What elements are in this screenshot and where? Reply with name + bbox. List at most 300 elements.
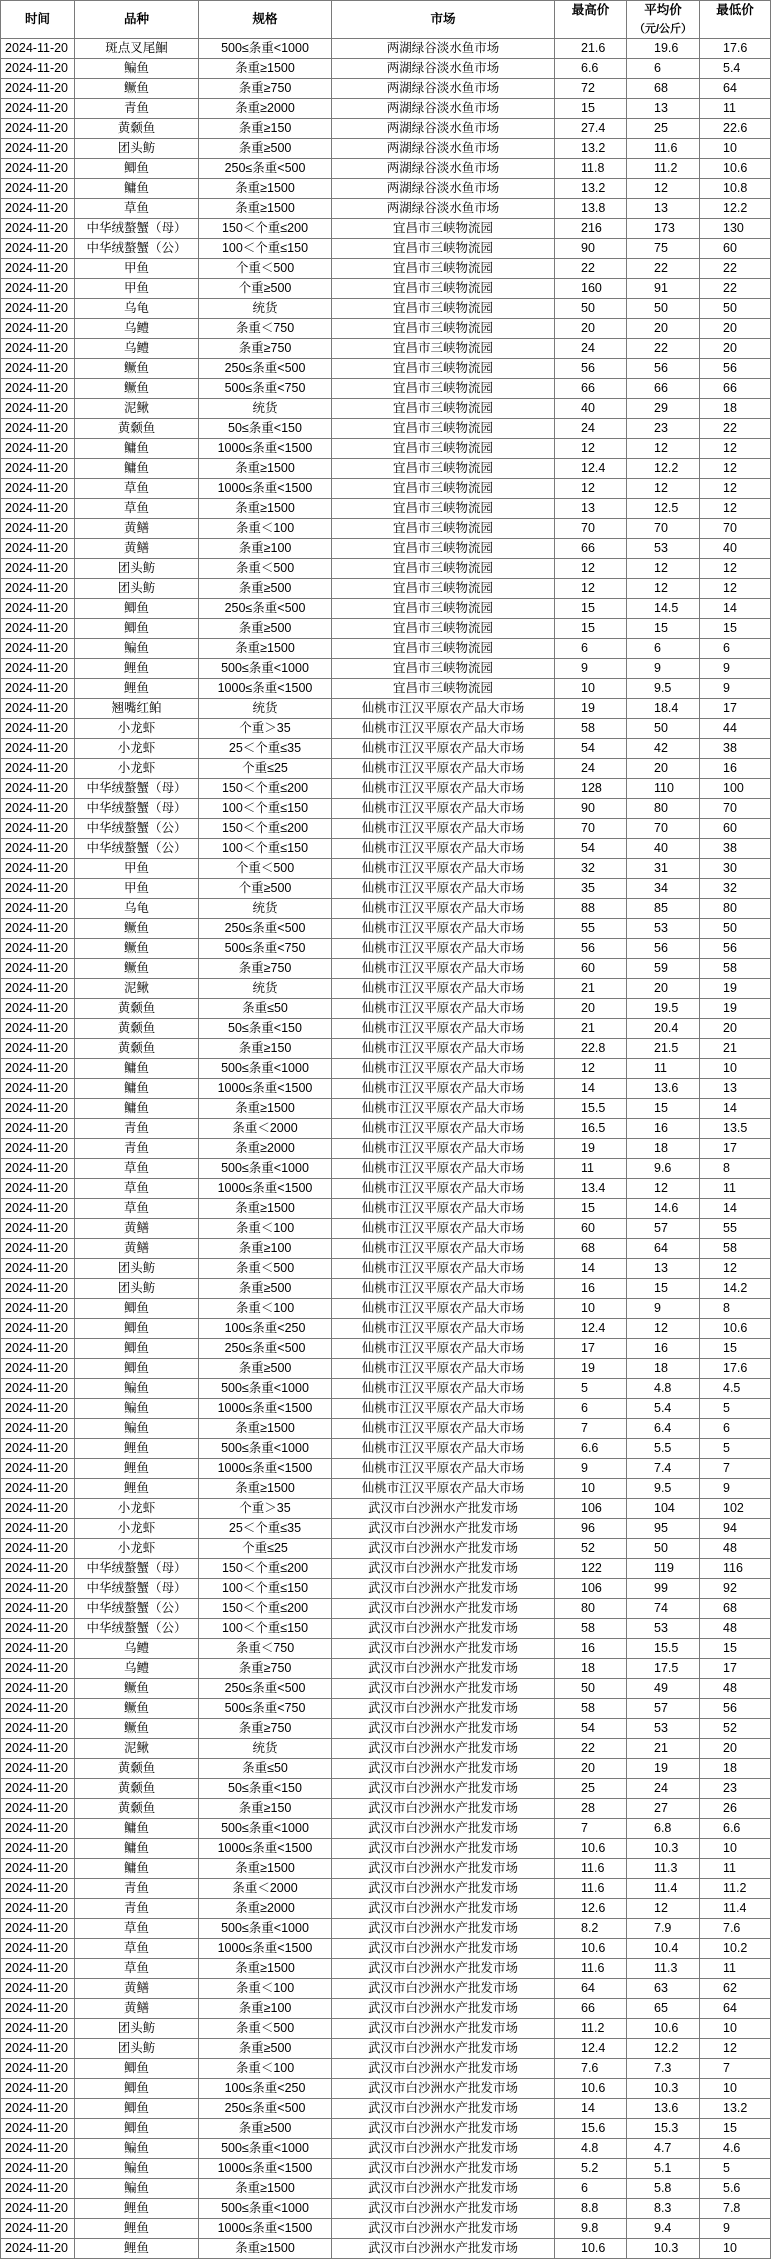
cell-variety: 黄颡鱼 bbox=[75, 1039, 199, 1059]
cell-max-price: 13.2 bbox=[555, 179, 627, 199]
cell-variety: 泥鳅 bbox=[75, 1739, 199, 1759]
cell-spec: 250≤条重<500 bbox=[199, 1679, 332, 1699]
cell-spec: 500≤条重<1000 bbox=[199, 1159, 332, 1179]
cell-max-price: 160 bbox=[555, 279, 627, 299]
cell-max-price: 7 bbox=[555, 1819, 627, 1839]
cell-variety: 黄颡鱼 bbox=[75, 1779, 199, 1799]
cell-max-price: 12.4 bbox=[555, 2039, 627, 2059]
cell-variety: 鳊鱼 bbox=[75, 2159, 199, 2179]
cell-variety: 黄鳝 bbox=[75, 1999, 199, 2019]
cell-max-price: 11.8 bbox=[555, 159, 627, 179]
cell-max-price: 11.6 bbox=[555, 1959, 627, 1979]
cell-market: 宜昌市三峡物流园 bbox=[332, 419, 555, 439]
cell-spec: 条重＜750 bbox=[199, 1639, 332, 1659]
cell-min-price: 17 bbox=[700, 1139, 771, 1159]
cell-min-price: 12 bbox=[700, 559, 771, 579]
cell-max-price: 68 bbox=[555, 1239, 627, 1259]
cell-min-price: 14 bbox=[700, 1199, 771, 1219]
cell-min-price: 60 bbox=[700, 239, 771, 259]
cell-min-price: 11.4 bbox=[700, 1899, 771, 1919]
cell-variety: 鲫鱼 bbox=[75, 159, 199, 179]
cell-spec: 个重≤25 bbox=[199, 759, 332, 779]
cell-avg-price: 31 bbox=[627, 859, 700, 879]
cell-variety: 黄鳝 bbox=[75, 539, 199, 559]
cell-spec: 条重＜750 bbox=[199, 319, 332, 339]
cell-min-price: 102 bbox=[700, 1499, 771, 1519]
cell-market: 两湖绿谷淡水鱼市场 bbox=[332, 199, 555, 219]
cell-max-price: 12 bbox=[555, 479, 627, 499]
cell-min-price: 10 bbox=[700, 1059, 771, 1079]
cell-time: 2024-11-20 bbox=[1, 1379, 75, 1399]
cell-market: 仙桃市江汉平原农产品大市场 bbox=[332, 1419, 555, 1439]
cell-spec: 500≤条重<1000 bbox=[199, 1819, 332, 1839]
cell-variety: 青鱼 bbox=[75, 1119, 199, 1139]
cell-time: 2024-11-20 bbox=[1, 1139, 75, 1159]
cell-spec: 500≤条重<750 bbox=[199, 939, 332, 959]
cell-min-price: 22 bbox=[700, 279, 771, 299]
cell-variety: 草鱼 bbox=[75, 1919, 199, 1939]
cell-spec: 50≤条重<150 bbox=[199, 419, 332, 439]
cell-min-price: 10.2 bbox=[700, 1939, 771, 1959]
cell-time: 2024-11-20 bbox=[1, 2239, 75, 2259]
cell-market: 武汉市白沙洲水产批发市场 bbox=[332, 1799, 555, 1819]
cell-max-price: 58 bbox=[555, 719, 627, 739]
cell-time: 2024-11-20 bbox=[1, 1799, 75, 1819]
cell-max-price: 15 bbox=[555, 1199, 627, 1219]
cell-time: 2024-11-20 bbox=[1, 1179, 75, 1199]
header-min-price-label: 最低价 bbox=[716, 3, 754, 17]
cell-market: 仙桃市江汉平原农产品大市场 bbox=[332, 1179, 555, 1199]
cell-max-price: 15 bbox=[555, 99, 627, 119]
cell-market: 武汉市白沙洲水产批发市场 bbox=[332, 2239, 555, 2259]
cell-variety: 鳙鱼 bbox=[75, 1059, 199, 1079]
cell-spec: 500≤条重<1000 bbox=[199, 2139, 332, 2159]
cell-avg-price: 13.6 bbox=[627, 2099, 700, 2119]
cell-max-price: 122 bbox=[555, 1559, 627, 1579]
cell-time: 2024-11-20 bbox=[1, 1539, 75, 1559]
cell-spec: 统货 bbox=[199, 1739, 332, 1759]
cell-variety: 团头鲂 bbox=[75, 2019, 199, 2039]
cell-min-price: 6 bbox=[700, 1419, 771, 1439]
cell-market: 两湖绿谷淡水鱼市场 bbox=[332, 59, 555, 79]
cell-variety: 青鱼 bbox=[75, 1899, 199, 1919]
cell-variety: 鳙鱼 bbox=[75, 1079, 199, 1099]
cell-spec: 100＜个重≤150 bbox=[199, 1619, 332, 1639]
cell-time: 2024-11-20 bbox=[1, 719, 75, 739]
cell-variety: 鳜鱼 bbox=[75, 939, 199, 959]
cell-min-price: 18 bbox=[700, 399, 771, 419]
cell-max-price: 8.8 bbox=[555, 2199, 627, 2219]
cell-market: 武汉市白沙洲水产批发市场 bbox=[332, 1899, 555, 1919]
cell-min-price: 21 bbox=[700, 1039, 771, 1059]
cell-max-price: 21 bbox=[555, 1019, 627, 1039]
cell-max-price: 24 bbox=[555, 759, 627, 779]
cell-min-price: 30 bbox=[700, 859, 771, 879]
cell-variety: 团头鲂 bbox=[75, 139, 199, 159]
cell-spec: 250≤条重<500 bbox=[199, 159, 332, 179]
cell-variety: 中华绒螯蟹（母） bbox=[75, 779, 199, 799]
cell-time: 2024-11-20 bbox=[1, 159, 75, 179]
cell-spec: 150＜个重≤200 bbox=[199, 1599, 332, 1619]
cell-avg-price: 27 bbox=[627, 1799, 700, 1819]
cell-market: 武汉市白沙洲水产批发市场 bbox=[332, 2079, 555, 2099]
cell-spec: 个重≥500 bbox=[199, 879, 332, 899]
cell-market: 仙桃市江汉平原农产品大市场 bbox=[332, 1459, 555, 1479]
cell-spec: 条重≥100 bbox=[199, 539, 332, 559]
cell-time: 2024-11-20 bbox=[1, 1879, 75, 1899]
cell-avg-price: 80 bbox=[627, 799, 700, 819]
cell-spec: 500≤条重<1000 bbox=[199, 1919, 332, 1939]
header-time: 时间 bbox=[1, 1, 75, 39]
cell-time: 2024-11-20 bbox=[1, 2159, 75, 2179]
cell-market: 宜昌市三峡物流园 bbox=[332, 639, 555, 659]
cell-market: 宜昌市三峡物流园 bbox=[332, 319, 555, 339]
cell-market: 仙桃市江汉平原农产品大市场 bbox=[332, 779, 555, 799]
cell-min-price: 20 bbox=[700, 1019, 771, 1039]
cell-variety: 黄鳝 bbox=[75, 1239, 199, 1259]
cell-min-price: 5.6 bbox=[700, 2179, 771, 2199]
cell-min-price: 7 bbox=[700, 1459, 771, 1479]
cell-spec: 100＜个重≤150 bbox=[199, 839, 332, 859]
cell-variety: 鳙鱼 bbox=[75, 1839, 199, 1859]
cell-spec: 统货 bbox=[199, 399, 332, 419]
cell-max-price: 66 bbox=[555, 539, 627, 559]
cell-max-price: 11 bbox=[555, 1159, 627, 1179]
cell-spec: 条重≥750 bbox=[199, 959, 332, 979]
cell-time: 2024-11-20 bbox=[1, 1439, 75, 1459]
cell-market: 武汉市白沙洲水产批发市场 bbox=[332, 1539, 555, 1559]
cell-avg-price: 6 bbox=[627, 59, 700, 79]
cell-spec: 1000≤条重<1500 bbox=[199, 679, 332, 699]
cell-avg-price: 9 bbox=[627, 659, 700, 679]
cell-market: 仙桃市江汉平原农产品大市场 bbox=[332, 1219, 555, 1239]
cell-max-price: 66 bbox=[555, 1999, 627, 2019]
cell-variety: 团头鲂 bbox=[75, 579, 199, 599]
cell-max-price: 64 bbox=[555, 1979, 627, 1999]
cell-variety: 鳜鱼 bbox=[75, 79, 199, 99]
cell-variety: 翘嘴红鲌 bbox=[75, 699, 199, 719]
cell-min-price: 116 bbox=[700, 1559, 771, 1579]
cell-spec: 条重≥1500 bbox=[199, 2179, 332, 2199]
cell-variety: 中华绒螯蟹（公） bbox=[75, 819, 199, 839]
cell-market: 武汉市白沙洲水产批发市场 bbox=[332, 2219, 555, 2239]
cell-spec: 条重＜2000 bbox=[199, 1879, 332, 1899]
cell-max-price: 6 bbox=[555, 2179, 627, 2199]
cell-variety: 鲫鱼 bbox=[75, 1319, 199, 1339]
cell-max-price: 96 bbox=[555, 1519, 627, 1539]
cell-avg-price: 53 bbox=[627, 1719, 700, 1739]
header-market: 市场 bbox=[332, 1, 555, 39]
cell-spec: 100＜个重≤150 bbox=[199, 1579, 332, 1599]
cell-variety: 乌鳢 bbox=[75, 319, 199, 339]
cell-min-price: 8 bbox=[700, 1159, 771, 1179]
cell-min-price: 13.2 bbox=[700, 2099, 771, 2119]
cell-max-price: 9 bbox=[555, 1459, 627, 1479]
cell-max-price: 10 bbox=[555, 1479, 627, 1499]
cell-market: 武汉市白沙洲水产批发市场 bbox=[332, 2099, 555, 2119]
cell-market: 武汉市白沙洲水产批发市场 bbox=[332, 1639, 555, 1659]
cell-avg-price: 4.8 bbox=[627, 1379, 700, 1399]
cell-variety: 鲤鱼 bbox=[75, 679, 199, 699]
cell-time: 2024-11-20 bbox=[1, 1699, 75, 1719]
cell-variety: 甲鱼 bbox=[75, 259, 199, 279]
cell-avg-price: 12 bbox=[627, 439, 700, 459]
cell-min-price: 94 bbox=[700, 1519, 771, 1539]
cell-spec: 1000≤条重<1500 bbox=[199, 439, 332, 459]
cell-spec: 统货 bbox=[199, 699, 332, 719]
header-max-price-label: 最高价 bbox=[571, 3, 610, 17]
cell-spec: 条重≥1500 bbox=[199, 199, 332, 219]
cell-min-price: 7.6 bbox=[700, 1919, 771, 1939]
cell-avg-price: 16 bbox=[627, 1119, 700, 1139]
cell-spec: 条重≥1500 bbox=[199, 1419, 332, 1439]
cell-spec: 250≤条重<500 bbox=[199, 1339, 332, 1359]
cell-avg-price: 6.8 bbox=[627, 1819, 700, 1839]
cell-min-price: 4.6 bbox=[700, 2139, 771, 2159]
cell-variety: 鲤鱼 bbox=[75, 659, 199, 679]
cell-variety: 乌龟 bbox=[75, 899, 199, 919]
cell-max-price: 6 bbox=[555, 1399, 627, 1419]
cell-variety: 鳊鱼 bbox=[75, 1419, 199, 1439]
cell-spec: 个重＞35 bbox=[199, 1499, 332, 1519]
cell-max-price: 58 bbox=[555, 1619, 627, 1639]
cell-spec: 条重≥500 bbox=[199, 2119, 332, 2139]
cell-time: 2024-11-20 bbox=[1, 1979, 75, 1999]
cell-min-price: 10 bbox=[700, 1839, 771, 1859]
cell-market: 仙桃市江汉平原农产品大市场 bbox=[332, 1259, 555, 1279]
cell-max-price: 9.8 bbox=[555, 2219, 627, 2239]
cell-time: 2024-11-20 bbox=[1, 479, 75, 499]
cell-time: 2024-11-20 bbox=[1, 2219, 75, 2239]
cell-spec: 条重＜100 bbox=[199, 1299, 332, 1319]
cell-max-price: 56 bbox=[555, 359, 627, 379]
cell-max-price: 20 bbox=[555, 1759, 627, 1779]
cell-time: 2024-11-20 bbox=[1, 2179, 75, 2199]
cell-market: 仙桃市江汉平原农产品大市场 bbox=[332, 1299, 555, 1319]
cell-avg-price: 24 bbox=[627, 1779, 700, 1799]
cell-max-price: 19 bbox=[555, 1359, 627, 1379]
cell-min-price: 20 bbox=[700, 1739, 771, 1759]
cell-time: 2024-11-20 bbox=[1, 2119, 75, 2139]
cell-avg-price: 10.3 bbox=[627, 2079, 700, 2099]
cell-spec: 条重≥100 bbox=[199, 1239, 332, 1259]
cell-avg-price: 11.3 bbox=[627, 1959, 700, 1979]
cell-time: 2024-11-20 bbox=[1, 39, 75, 59]
cell-time: 2024-11-20 bbox=[1, 1499, 75, 1519]
cell-spec: 条重≤50 bbox=[199, 999, 332, 1019]
cell-avg-price: 12 bbox=[627, 1899, 700, 1919]
cell-max-price: 35 bbox=[555, 879, 627, 899]
cell-market: 仙桃市江汉平原农产品大市场 bbox=[332, 1479, 555, 1499]
cell-time: 2024-11-20 bbox=[1, 1739, 75, 1759]
cell-avg-price: 23 bbox=[627, 419, 700, 439]
cell-market: 武汉市白沙洲水产批发市场 bbox=[332, 1919, 555, 1939]
cell-avg-price: 13 bbox=[627, 199, 700, 219]
cell-min-price: 58 bbox=[700, 959, 771, 979]
cell-time: 2024-11-20 bbox=[1, 1659, 75, 1679]
cell-avg-price: 11.2 bbox=[627, 159, 700, 179]
cell-time: 2024-11-20 bbox=[1, 1899, 75, 1919]
cell-max-price: 10.6 bbox=[555, 1939, 627, 1959]
cell-variety: 黄颡鱼 bbox=[75, 999, 199, 1019]
cell-time: 2024-11-20 bbox=[1, 579, 75, 599]
cell-max-price: 52 bbox=[555, 1539, 627, 1559]
cell-variety: 小龙虾 bbox=[75, 1539, 199, 1559]
cell-max-price: 11.2 bbox=[555, 2019, 627, 2039]
cell-variety: 鲤鱼 bbox=[75, 2219, 199, 2239]
cell-variety: 鲫鱼 bbox=[75, 619, 199, 639]
cell-spec: 条重≥1500 bbox=[199, 1859, 332, 1879]
cell-avg-price: 5.4 bbox=[627, 1399, 700, 1419]
cell-market: 仙桃市江汉平原农产品大市场 bbox=[332, 1019, 555, 1039]
cell-variety: 鳙鱼 bbox=[75, 179, 199, 199]
cell-spec: 条重≥1500 bbox=[199, 499, 332, 519]
cell-spec: 条重≥1500 bbox=[199, 1199, 332, 1219]
cell-spec: 条重≥150 bbox=[199, 1799, 332, 1819]
cell-min-price: 14 bbox=[700, 1099, 771, 1119]
cell-variety: 鳜鱼 bbox=[75, 379, 199, 399]
cell-avg-price: 17.5 bbox=[627, 1659, 700, 1679]
cell-max-price: 12 bbox=[555, 559, 627, 579]
cell-time: 2024-11-20 bbox=[1, 619, 75, 639]
cell-avg-price: 18 bbox=[627, 1359, 700, 1379]
cell-market: 仙桃市江汉平原农产品大市场 bbox=[332, 1119, 555, 1139]
cell-market: 宜昌市三峡物流园 bbox=[332, 499, 555, 519]
cell-spec: 250≤条重<500 bbox=[199, 2099, 332, 2119]
cell-max-price: 24 bbox=[555, 339, 627, 359]
cell-market: 两湖绿谷淡水鱼市场 bbox=[332, 39, 555, 59]
cell-market: 两湖绿谷淡水鱼市场 bbox=[332, 79, 555, 99]
cell-min-price: 7 bbox=[700, 2059, 771, 2079]
cell-max-price: 15.5 bbox=[555, 1099, 627, 1119]
cell-time: 2024-11-20 bbox=[1, 2019, 75, 2039]
cell-avg-price: 12.2 bbox=[627, 459, 700, 479]
cell-min-price: 17.6 bbox=[700, 1359, 771, 1379]
cell-market: 仙桃市江汉平原农产品大市场 bbox=[332, 839, 555, 859]
cell-spec: 条重≥500 bbox=[199, 619, 332, 639]
cell-market: 武汉市白沙洲水产批发市场 bbox=[332, 1619, 555, 1639]
cell-time: 2024-11-20 bbox=[1, 599, 75, 619]
cell-market: 宜昌市三峡物流园 bbox=[332, 259, 555, 279]
cell-time: 2024-11-20 bbox=[1, 919, 75, 939]
cell-min-price: 10.6 bbox=[700, 159, 771, 179]
cell-min-price: 5 bbox=[700, 1439, 771, 1459]
cell-min-price: 40 bbox=[700, 539, 771, 559]
cell-spec: 150＜个重≤200 bbox=[199, 1559, 332, 1579]
header-avg-price-label: 平均价 bbox=[644, 3, 682, 17]
cell-variety: 甲鱼 bbox=[75, 879, 199, 899]
cell-time: 2024-11-20 bbox=[1, 179, 75, 199]
cell-min-price: 22 bbox=[700, 259, 771, 279]
cell-avg-price: 119 bbox=[627, 1559, 700, 1579]
cell-market: 仙桃市江汉平原农产品大市场 bbox=[332, 1399, 555, 1419]
cell-avg-price: 57 bbox=[627, 1699, 700, 1719]
cell-variety: 鲫鱼 bbox=[75, 2079, 199, 2099]
cell-min-price: 48 bbox=[700, 1539, 771, 1559]
cell-min-price: 14 bbox=[700, 599, 771, 619]
cell-variety: 草鱼 bbox=[75, 199, 199, 219]
cell-avg-price: 22 bbox=[627, 339, 700, 359]
cell-spec: 条重≥750 bbox=[199, 1719, 332, 1739]
cell-spec: 条重≥1500 bbox=[199, 1959, 332, 1979]
cell-max-price: 4.8 bbox=[555, 2139, 627, 2159]
cell-min-price: 13.5 bbox=[700, 1119, 771, 1139]
cell-min-price: 10 bbox=[700, 2019, 771, 2039]
cell-market: 武汉市白沙洲水产批发市场 bbox=[332, 1859, 555, 1879]
cell-max-price: 90 bbox=[555, 239, 627, 259]
cell-market: 武汉市白沙洲水产批发市场 bbox=[332, 2059, 555, 2079]
cell-time: 2024-11-20 bbox=[1, 279, 75, 299]
cell-time: 2024-11-20 bbox=[1, 1599, 75, 1619]
cell-max-price: 54 bbox=[555, 739, 627, 759]
cell-min-price: 12.2 bbox=[700, 199, 771, 219]
cell-market: 仙桃市江汉平原农产品大市场 bbox=[332, 819, 555, 839]
cell-spec: 条重≥1500 bbox=[199, 639, 332, 659]
cell-time: 2024-11-20 bbox=[1, 939, 75, 959]
cell-time: 2024-11-20 bbox=[1, 699, 75, 719]
cell-spec: 条重≥500 bbox=[199, 579, 332, 599]
cell-avg-price: 15 bbox=[627, 1279, 700, 1299]
cell-avg-price: 53 bbox=[627, 1619, 700, 1639]
cell-min-price: 12 bbox=[700, 1259, 771, 1279]
cell-variety: 草鱼 bbox=[75, 1959, 199, 1979]
cell-variety: 鲫鱼 bbox=[75, 1299, 199, 1319]
cell-max-price: 8.2 bbox=[555, 1919, 627, 1939]
cell-spec: 100＜个重≤150 bbox=[199, 239, 332, 259]
cell-min-price: 58 bbox=[700, 1239, 771, 1259]
cell-time: 2024-11-20 bbox=[1, 339, 75, 359]
cell-max-price: 10 bbox=[555, 1299, 627, 1319]
cell-spec: 1000≤条重<1500 bbox=[199, 1939, 332, 1959]
cell-min-price: 130 bbox=[700, 219, 771, 239]
cell-spec: 1000≤条重<1500 bbox=[199, 1079, 332, 1099]
cell-min-price: 10.8 bbox=[700, 179, 771, 199]
cell-avg-price: 53 bbox=[627, 919, 700, 939]
cell-market: 仙桃市江汉平原农产品大市场 bbox=[332, 1379, 555, 1399]
cell-variety: 小龙虾 bbox=[75, 1499, 199, 1519]
cell-spec: 100≤条重<250 bbox=[199, 1319, 332, 1339]
cell-avg-price: 20 bbox=[627, 979, 700, 999]
cell-max-price: 12 bbox=[555, 439, 627, 459]
cell-time: 2024-11-20 bbox=[1, 299, 75, 319]
cell-min-price: 5 bbox=[700, 1399, 771, 1419]
cell-max-price: 128 bbox=[555, 779, 627, 799]
cell-spec: 条重≥1500 bbox=[199, 59, 332, 79]
cell-avg-price: 10.4 bbox=[627, 1939, 700, 1959]
cell-market: 武汉市白沙洲水产批发市场 bbox=[332, 2179, 555, 2199]
cell-spec: 1000≤条重<1500 bbox=[199, 2219, 332, 2239]
cell-market: 武汉市白沙洲水产批发市场 bbox=[332, 1699, 555, 1719]
cell-spec: 条重≥150 bbox=[199, 119, 332, 139]
cell-time: 2024-11-20 bbox=[1, 1819, 75, 1839]
cell-min-price: 56 bbox=[700, 359, 771, 379]
cell-avg-price: 56 bbox=[627, 939, 700, 959]
cell-max-price: 6.6 bbox=[555, 59, 627, 79]
cell-avg-price: 12 bbox=[627, 1319, 700, 1339]
cell-avg-price: 70 bbox=[627, 519, 700, 539]
cell-max-price: 6 bbox=[555, 639, 627, 659]
cell-spec: 条重＜500 bbox=[199, 559, 332, 579]
cell-time: 2024-11-20 bbox=[1, 259, 75, 279]
cell-max-price: 11.6 bbox=[555, 1879, 627, 1899]
cell-variety: 鳜鱼 bbox=[75, 1699, 199, 1719]
cell-variety: 中华绒螯蟹（母） bbox=[75, 1579, 199, 1599]
cell-time: 2024-11-20 bbox=[1, 439, 75, 459]
cell-market: 宜昌市三峡物流园 bbox=[332, 459, 555, 479]
cell-time: 2024-11-20 bbox=[1, 1679, 75, 1699]
cell-spec: 条重≥1500 bbox=[199, 2239, 332, 2259]
cell-min-price: 56 bbox=[700, 1699, 771, 1719]
